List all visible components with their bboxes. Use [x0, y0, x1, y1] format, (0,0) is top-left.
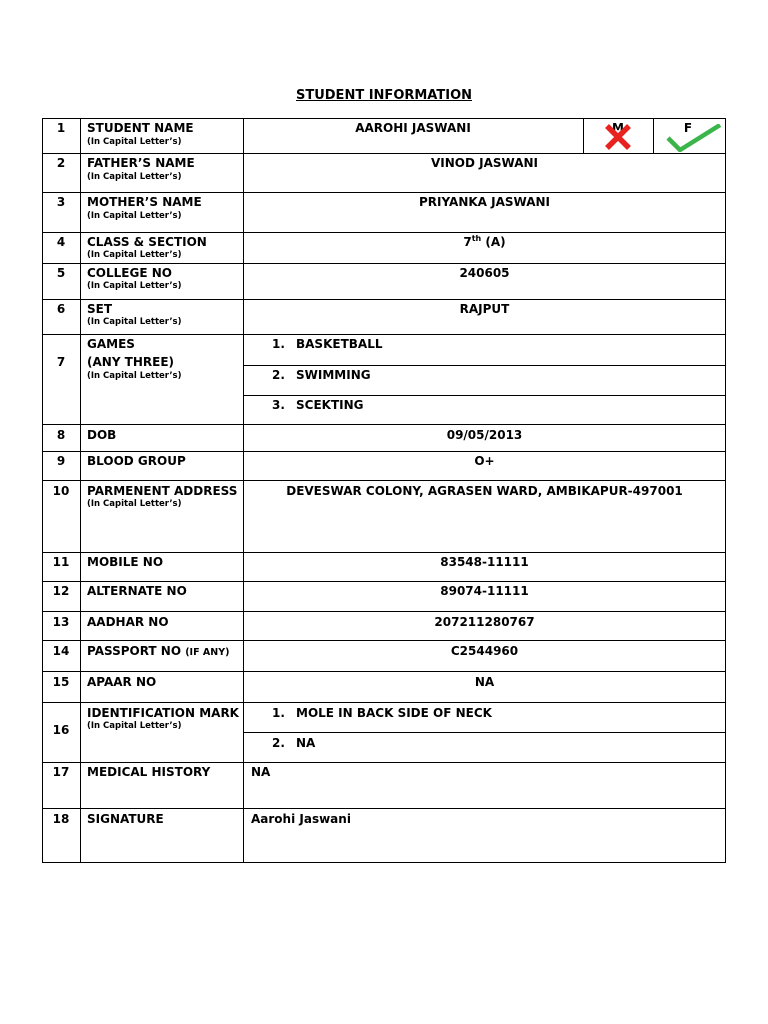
blood-group-value: O+ — [474, 454, 495, 468]
capital-letters-note: (In Capital Letter’s) — [87, 172, 182, 182]
game-item: SCEKTING — [296, 398, 364, 412]
row-number: 7 — [56, 355, 66, 369]
list-item-number: 1. — [272, 706, 285, 720]
row-divider — [42, 581, 726, 582]
row-divider — [42, 671, 726, 672]
set-value: RAJPUT — [459, 302, 510, 316]
row-number: 13 — [52, 615, 70, 629]
field-label-mothers-name: MOTHER’S NAME — [87, 195, 202, 209]
check-icon — [666, 124, 722, 152]
capital-letters-note: (In Capital Letter’s) — [87, 721, 182, 731]
class-ordinal: th — [471, 234, 482, 243]
row-number: 3 — [56, 195, 66, 209]
row-divider — [42, 808, 726, 809]
field-label-dob: DOB — [87, 428, 117, 442]
field-label-student-name: STUDENT NAME — [87, 121, 194, 135]
row-number: 8 — [56, 428, 66, 442]
row-divider — [42, 762, 726, 763]
row-number: 17 — [52, 765, 70, 779]
page-title-text: STUDENT INFORMATION — [295, 88, 472, 103]
field-label-medical-history: MEDICAL HISTORY — [87, 765, 211, 779]
passport-label-text: PASSPORT NO — [87, 644, 182, 658]
row-divider — [42, 480, 726, 481]
row-number: 4 — [56, 235, 66, 249]
identification-mark-item: NA — [296, 736, 316, 750]
mothers-name-value: PRIYANKA JASWANI — [418, 195, 551, 209]
signature-value: Aarohi Jaswani — [251, 812, 351, 826]
row-number: 16 — [52, 723, 70, 737]
passport-label-note: (IF ANY) — [185, 647, 230, 658]
identification-mark-item: MOLE IN BACK SIDE OF NECK — [296, 706, 492, 720]
student-name-value: AAROHI JASWANI — [355, 121, 471, 135]
capital-letters-note: (In Capital Letter’s) — [87, 250, 182, 260]
field-label-apaar-no: APAAR NO — [87, 675, 157, 689]
field-label-college-no: COLLEGE NO — [87, 266, 172, 280]
row-number: 10 — [52, 484, 70, 498]
passport-no-value: C2544960 — [450, 644, 519, 658]
capital-letters-note: (In Capital Letter’s) — [87, 281, 182, 291]
field-label-address: PARMENENT ADDRESS — [87, 484, 238, 498]
row-divider — [42, 862, 726, 863]
section-text: (A) — [481, 235, 506, 249]
row-number: 18 — [52, 812, 70, 826]
row-divider — [42, 702, 726, 703]
row-divider — [42, 153, 726, 154]
aadhar-no-value: 207211280767 — [434, 615, 535, 629]
cross-icon — [603, 123, 633, 151]
fathers-name-value: VINOD JASWANI — [430, 156, 539, 170]
row-divider — [42, 232, 726, 233]
field-label-aadhar-no: AADHAR NO — [87, 615, 169, 629]
field-label-alternate-no: ALTERNATE NO — [87, 584, 187, 598]
row-divider — [42, 451, 726, 452]
field-label-mobile-no: MOBILE NO — [87, 555, 164, 569]
row-divider — [42, 334, 726, 335]
capital-letters-note: (In Capital Letter’s) — [87, 371, 182, 381]
college-no-value: 240605 — [459, 266, 510, 280]
alternate-no-value: 89074-11111 — [440, 584, 529, 598]
row-divider — [42, 299, 726, 300]
class-number: 7 — [463, 235, 472, 249]
gender-female-label: F — [683, 121, 693, 135]
field-label-fathers-name: FATHER’S NAME — [87, 156, 195, 170]
medical-history-value: NA — [251, 765, 271, 779]
row-divider — [42, 424, 726, 425]
row-divider — [42, 118, 726, 119]
row-number: 2 — [56, 156, 66, 170]
column-divider — [80, 118, 81, 863]
field-label-games: GAMES — [87, 337, 135, 351]
row-number: 15 — [52, 675, 70, 689]
capital-letters-note: (In Capital Letter’s) — [87, 317, 182, 327]
field-label-blood-group: BLOOD GROUP — [87, 454, 186, 468]
dob-value: 09/05/2013 — [446, 428, 523, 442]
row-divider — [42, 552, 726, 553]
row-divider — [42, 263, 726, 264]
address-value: DEVESWAR COLONY, AGRASEN WARD, AMBIKAPUR-497001 — [286, 484, 683, 498]
field-label-set: SET — [87, 302, 113, 316]
row-divider — [243, 732, 726, 733]
row-number: 11 — [52, 555, 70, 569]
gender-male-label: M — [612, 121, 624, 135]
field-label-games-note: (ANY THREE) — [87, 355, 175, 369]
list-item-number: 1. — [272, 337, 285, 351]
capital-letters-note: (In Capital Letter’s) — [87, 211, 182, 221]
student-info-table — [42, 118, 726, 863]
list-item-number: 3. — [272, 398, 285, 412]
row-divider — [42, 640, 726, 641]
game-item: SWIMMING — [296, 368, 371, 382]
row-number: 5 — [56, 266, 66, 280]
row-number: 6 — [56, 302, 66, 316]
page-title — [0, 88, 768, 103]
field-label-passport-no — [87, 644, 229, 660]
row-number: 12 — [52, 584, 70, 598]
list-item-number: 2. — [272, 736, 285, 750]
row-divider — [42, 192, 726, 193]
row-divider — [243, 395, 726, 396]
row-number: 1 — [56, 121, 66, 135]
mobile-no-value: 83548-11111 — [440, 555, 529, 569]
row-number: 9 — [56, 454, 66, 468]
apaar-no-value: NA — [474, 675, 495, 689]
row-divider — [243, 365, 726, 366]
game-item: BASKETBALL — [296, 337, 383, 351]
field-label-class-section: CLASS & SECTION — [87, 235, 207, 249]
field-label-signature: SIGNATURE — [87, 812, 164, 826]
field-label-identification-mark: IDENTIFICATION MARK — [87, 706, 239, 720]
list-item-number: 2. — [272, 368, 285, 382]
capital-letters-note: (In Capital Letter’s) — [87, 499, 182, 509]
class-section-value — [243, 235, 726, 249]
row-divider — [42, 611, 726, 612]
capital-letters-note: (In Capital Letter’s) — [87, 137, 182, 147]
row-number: 14 — [52, 644, 70, 658]
